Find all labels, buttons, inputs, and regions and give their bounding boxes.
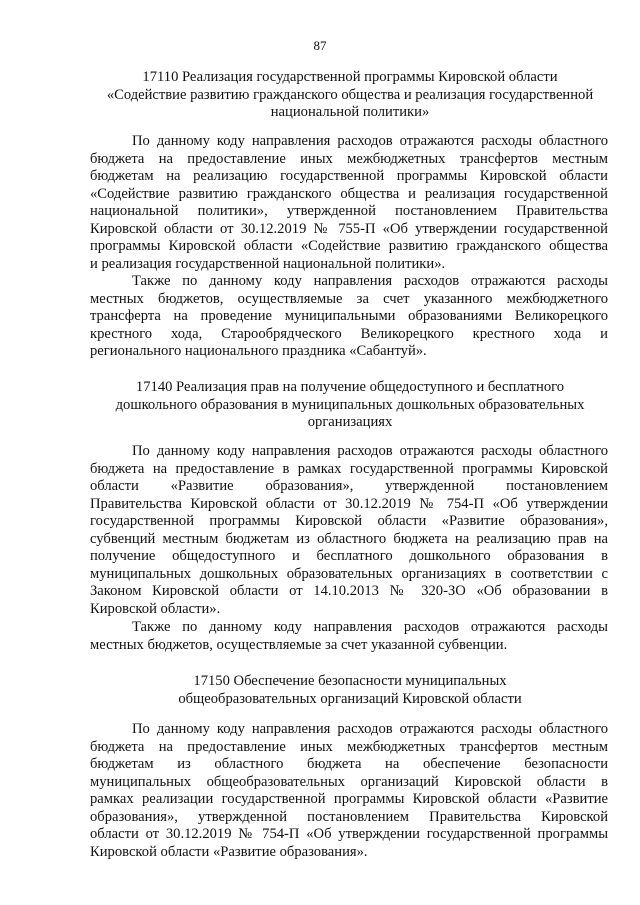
text-line: Также по данному коду направления расходов отражаются расходы (132, 619, 608, 635)
heading-line: национальной политики» (270, 104, 430, 120)
text-line: Кировской области». (90, 600, 221, 617)
heading-line: дошкольного образования в муниципальных дошкольных образовательных (115, 396, 585, 413)
text-line: бюджета на предоставление иных межбюджетных трансфертов местным (90, 738, 608, 755)
heading-line: 17140 Реализация прав на получение общедоступного и бесплатного (135, 379, 565, 395)
text-line: получение общедоступного и бесплатного дошкольного образования в (90, 548, 608, 564)
text-line: и реализация государственной национальной политики». (90, 255, 446, 272)
text-line: Правительства Кировской области от 30.12.2019 № 754-П «Об утверждении (90, 495, 608, 512)
text-line: крестного хода, Старообрядческого Великорецкого крестного хода и (90, 325, 608, 342)
section-heading-17110 (90, 69, 610, 122)
text-line: бюджетам на реализацию государственной программы Кировской области (90, 168, 608, 184)
section-heading-17150 (90, 673, 610, 708)
text-line: национальной политики», утвержденной постановлением Правительства (90, 203, 608, 219)
text-line: бюджета на предоставление иных межбюджетных трансфертов местным (90, 150, 608, 167)
heading-line: общеобразовательных организаций Кировской области (178, 690, 522, 707)
paragraph (90, 721, 608, 861)
text-line: муниципальных общеобразовательных организаций Кировской области в (90, 773, 608, 790)
text-line: Также по данному коду направления расходов отражаются расходы (132, 273, 608, 289)
text-line: По данному коду направления расходов отражаются расходы областного (132, 721, 608, 737)
text-line: местных бюджетов, осуществляемые за счет указанной субвенции. (90, 636, 508, 653)
heading-line: 17110 Реализация государственной программы Кировской области (142, 69, 558, 85)
text-line: программы Кировской области «Содействие развитию гражданского общества (90, 238, 608, 254)
paragraph (90, 619, 608, 654)
text-line: трансферта на проведение муниципальными образованиями Великорецкого (90, 308, 608, 324)
heading-line: 17150 Обеспечение безопасности муниципальных (193, 673, 507, 689)
text-line: местных бюджетов, осуществляемые за счет указанного межбюджетного (90, 290, 608, 307)
section-heading-17140 (90, 379, 610, 432)
text-line: «Содействие развитию гражданского общества и реализация государственной (90, 185, 608, 202)
text-line: образования», утвержденной постановлением Правительства Кировской (90, 808, 608, 825)
text-line: области «Развитие образования», утвержденной постановлением (90, 478, 608, 494)
text-line: рамках реализации государственной программы Кировской области «Развитие (90, 791, 608, 807)
text-line: государственной программы Кировской области «Развитие образования», (90, 513, 608, 529)
heading-line: «Содействие развитию гражданского общества и реализация государственной (106, 86, 594, 103)
paragraph (90, 273, 608, 361)
text-line: По данному коду направления расходов отражаются расходы областного (132, 443, 608, 459)
heading-line: организациях (307, 414, 393, 430)
text-line: муниципальных дошкольных образовательных организациях в соответствии с (90, 565, 608, 582)
text-line: бюджета на предоставление в рамках государственной программы Кировской (90, 460, 608, 477)
text-line: субвенций местным бюджетам из областного бюджета на реализацию прав на (90, 530, 608, 547)
text-line: бюджетам из областного бюджета на обеспечение безопасности (90, 756, 608, 772)
paragraph (90, 133, 608, 273)
text-line: По данному коду направления расходов отражаются расходы областного (132, 133, 608, 149)
page-number: 87 (313, 38, 327, 53)
text-line: области от 30.12.2019 № 754-П «Об утверждении государственной программы (90, 826, 608, 842)
text-line: регионального национального праздника «Сабантуй». (90, 343, 427, 359)
text-line: Законом Кировской области от 14.10.2013 № 320-ЗО «Об образовании в (90, 583, 608, 599)
text-line: Кировской области от 30.12.2019 № 755-П «Об утверждении государственной (90, 220, 608, 237)
paragraph (90, 443, 608, 618)
text-line: Кировской области «Развитие образования». (90, 843, 368, 860)
